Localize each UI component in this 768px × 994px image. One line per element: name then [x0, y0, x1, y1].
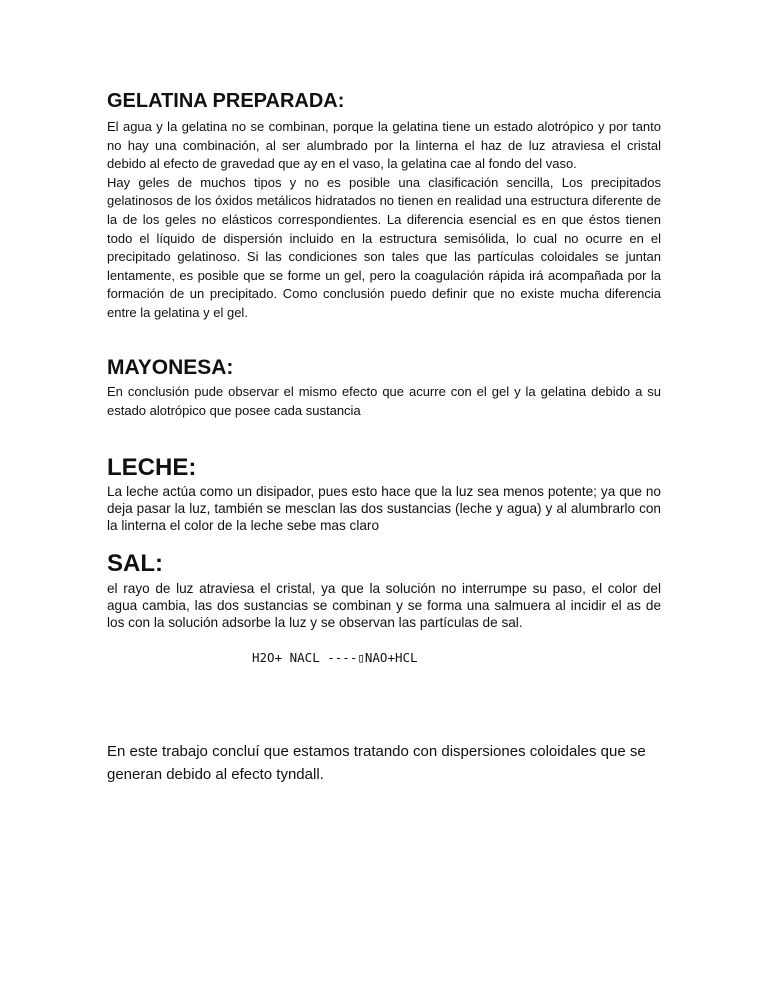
paragraph-gelatina: El agua y la gelatina no se combinan, porque la gelatina tiene un estado alotrópico y por tanto no hay una combinación, al ser alumbrado por la linterna el haz de luz atraviesa el cristal debido al efecto de gravedad que ay en el vaso, la gelatina cae al fondo del vaso. Hay geles de muchos tipos y no es posible una clasificación sencilla, Los precipitados gelatinosos de los óxidos metálicos hidratados no tienen en realidad una estructura diferente de la de los geles no elásticos correspondientes. La diferencia esencial es en que éstos tienen todo el líquido de dispersión incluido en la estructura semisólida, lo cual no ocurre en el precipitado gelatinoso. Si las condiciones son tales que las partículas coloidales se juntan lentamente, es posible que se forme un gel, pero la coagulación rápida irá acompañada por la formación de un precipitado. Como conclusión puedo definir que no existe mucha diferencia entre la gelatina y el gel.	[107, 119, 661, 320]
heading-leche: LECHE:	[107, 454, 197, 481]
paragraph-mayonesa: En conclusión pude observar el mismo efecto que acurre con el gel y la gelatina debido a su estado alotrópico que posee cada sustancia	[107, 384, 661, 418]
chemical-equation: H2O+ NACL ----▯NAO+HCL	[252, 650, 418, 665]
heading-sal: SAL:	[107, 550, 163, 577]
conclusion-paragraph: En este trabajo concluí que estamos tratando con dispersiones coloidales que se generan debido al efecto tyndall.	[107, 743, 646, 783]
heading-gelatina-preparada: GELATINA PREPARADA:	[107, 90, 345, 112]
paragraph-leche: La leche actúa como un disipador, pues esto hace que la luz sea menos potente; ya que no deja pasar la luz, también se mesclan las dos sustancias (leche y agua) y al alumbrarlo con la linterna el color de la leche sebe mas claro	[107, 484, 661, 533]
heading-mayonesa: MAYONESA:	[107, 356, 234, 379]
paragraph-sal: el rayo de luz atraviesa el cristal, ya que la solución no interrumpe su paso, el color del agua cambia, las dos sustancias se combinan y se forma una salmuera al incidir el as de los con la solución adsorbe la luz y se observan las partículas de sal.	[107, 581, 661, 630]
